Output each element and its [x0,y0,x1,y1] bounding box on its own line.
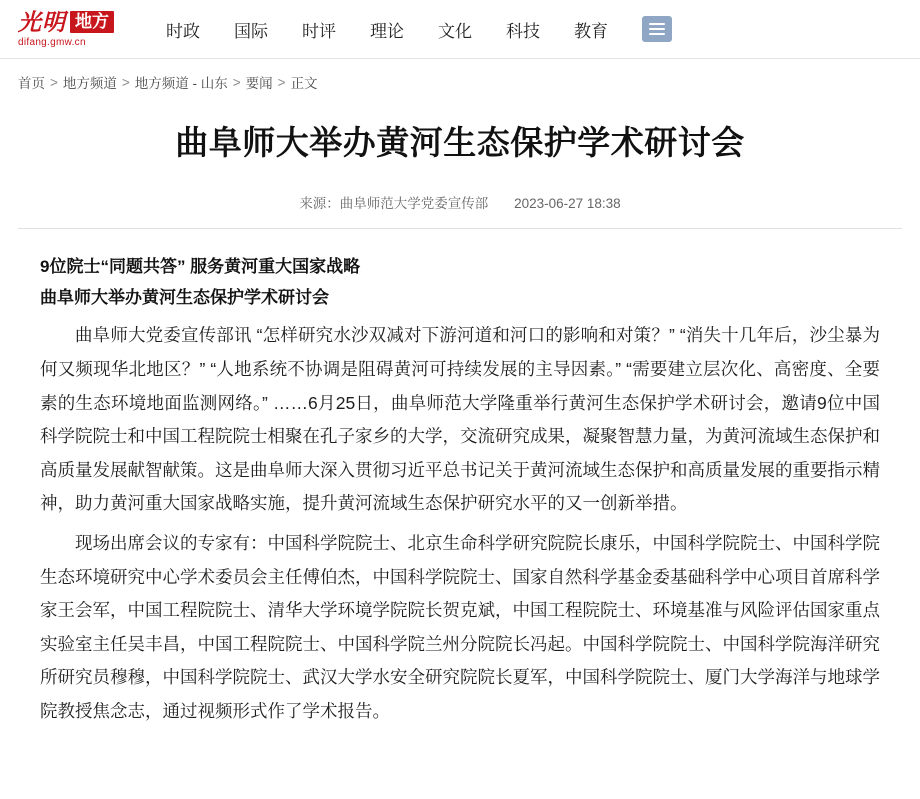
article-paragraph: 曲阜师大党委宣传部讯 “怎样研究水沙双减对下游河道和河口的影响和对策？” “消失十几年后，沙尘暴为何又频现华北地区？” “人地系统不协调是阻碍黄河可持续发展的主导因素。” “需要建立层次化、高密度、全要素的生态环境地面监测网络。” ……6月25日，曲阜师范大学隆重举行黄河生态保护学术研讨会，邀请9位中国科学院院士和中国工程院院士相聚在孔子家乡的大学，交流研究成果，凝聚智慧力量，为黄河流域生态保护和高质量发展献智献策。这是曲阜师大深入贯彻习近平总书记关于黄河流域生态保护和高质量发展的重要指示精神，助力黄河重大国家战略实施，提升黄河流域生态保护研究水平的又一创新举措。 [40,325,880,514]
breadcrumb-separator: > [121,74,130,90]
logo-brand-text: 光明 [18,9,66,35]
breadcrumb-item-shandong[interactable]: 地方频道 - 山东 [134,76,228,91]
article-body [0,229,920,729]
breadcrumb-separator: > [50,74,58,90]
article-subtitle-2: 曲阜师大举办黄河生态保护学术研讨会 [40,287,329,307]
nav-item-keji[interactable]: 科技 [506,21,540,41]
nav-item-guoji[interactable]: 国际 [234,21,268,41]
article-subtitle-1: 9位院士“同题共答” 服务黄河重大国家战略 [40,256,361,276]
article-datetime: 2023-06-27 18:38 [514,195,621,211]
hamburger-menu-icon[interactable] [642,16,672,42]
site-logo[interactable] [18,11,136,48]
page-title: 曲阜师大举办黄河生态保护学术研讨会 [175,124,745,161]
logo-channel-badge: 地方 [70,11,114,33]
nav-item-shizheng[interactable]: 时政 [166,21,200,41]
article-paragraph: 现场出席会议的专家有：中国科学院院士、北京生命科学研究院院长康乐，中国科学院院士、中国科学院生态环境研究中心学术委员会主任傅伯杰，中国科学院院士、国家自然科学基金委基础科学中心项目首席科学家王会军，中国工程院院士、清华大学环境学院院长贺克斌，中国工程院院士、环境基准与风险评估国家重点实验室主任吴丰昌，中国工程院院士、中国科学院兰州分院院长冯起。中国科学院院士、中国科学院海洋研究所研究员穆穆，中国科学院院士、武汉大学水安全研究院院长夏军，中国科学院院士、厦门大学海洋与地球学院教授焦念志，通过视频形式作了学术报告。 [40,532,880,721]
logo-block [18,11,114,48]
logo-row [18,11,114,34]
breadcrumb-item-local-channel[interactable]: 地方频道 [62,76,117,91]
nav-item-jiaoyu[interactable]: 教育 [574,21,608,41]
logo-url-text: difang.gmw.cn [18,36,86,48]
nav-item-wenhua[interactable]: 文化 [438,21,472,41]
article-meta [18,192,902,228]
nav-item-lilun[interactable]: 理论 [370,21,404,41]
breadcrumb-separator: > [277,74,286,90]
article-source: 来源：曲阜师范大学党委宣传部 [299,195,489,211]
nav-item-shiping[interactable]: 时评 [302,21,336,41]
breadcrumb-item-article: 正文 [290,76,318,91]
breadcrumb [0,58,920,103]
breadcrumb-item-news[interactable]: 要闻 [245,76,273,91]
breadcrumb-separator: > [232,74,241,90]
article-subtitles [40,251,880,314]
breadcrumb-item-home[interactable]: 首页 [18,76,45,91]
article-header [0,103,920,228]
main-nav [166,16,902,42]
site-header [0,0,920,58]
